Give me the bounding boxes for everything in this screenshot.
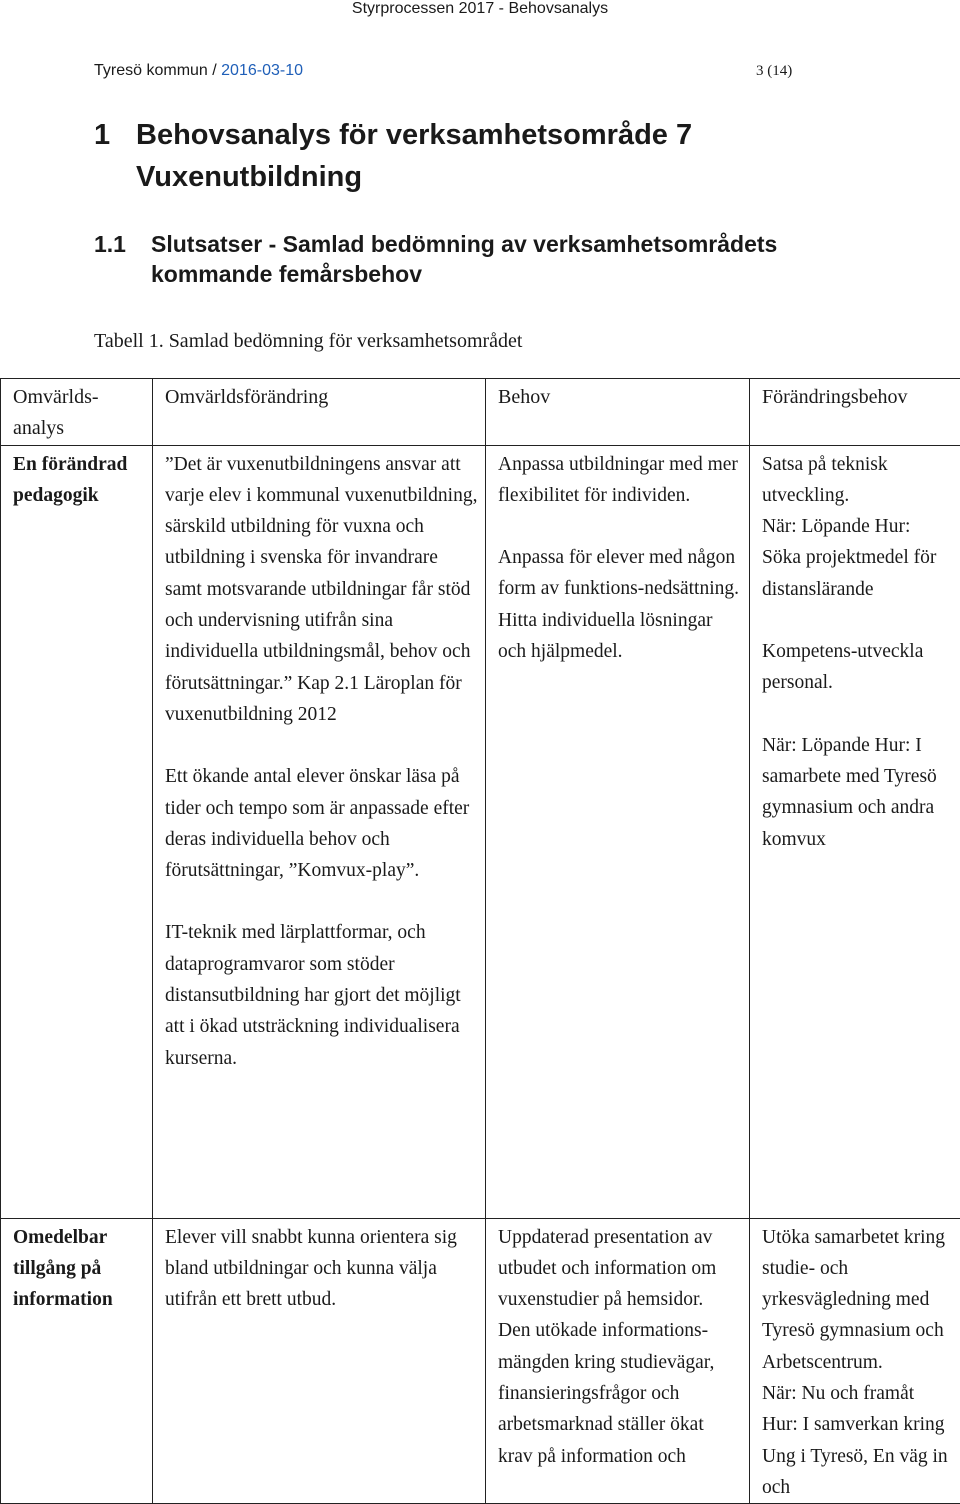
need-cell (486, 1218, 750, 1504)
table-row (1, 1218, 960, 1504)
running-title: Styrprocessen 2017 - Behovsanalys (0, 0, 960, 18)
need-paragraph: Anpassa utbildningar med mer flexibilitet för individen. (498, 449, 743, 512)
need-cell (486, 445, 750, 1218)
document-date: 2016-03-10 (221, 62, 303, 79)
change-cell (153, 1218, 486, 1504)
change-need-paragraph: Kompetens-utveckla personal. (762, 636, 954, 699)
heading-2-number: 1.1 (94, 229, 126, 259)
organization-name: Tyresö kommun (94, 62, 208, 79)
header-forandringsbehov: Förändringsbehov (750, 379, 960, 446)
header-omvarldsanalys: Omvärlds-analys (1, 379, 153, 446)
change-need-paragraph: När: Löpande Hur: Söka projektmedel för distanslärande (762, 511, 954, 605)
header-omvarldsforandring: Omvärldsförändring (153, 379, 486, 446)
table-header-row (1, 379, 960, 446)
change-need-cell (750, 1218, 960, 1504)
assessment-table (0, 378, 960, 1504)
change-paragraph: Ett ökande antal elever önskar läsa på tider och tempo som är anpassade efter deras individuella behov och förutsättningar, ”Komvux-play”. (165, 761, 479, 886)
table-caption: Tabell 1. Samlad bedömning för verksamhetsområdet (94, 330, 523, 353)
need-paragraph: Anpassa för elever med någon form av funktions-nedsättning. Hitta individuella lösningar och hjälpmedel. (498, 542, 743, 667)
header-behov: Behov (486, 379, 750, 446)
document-header (94, 62, 303, 80)
heading-1 (136, 114, 692, 198)
page-number: 3 (14) (756, 63, 792, 80)
header-separator: / (208, 62, 221, 79)
heading-1-line-1: Behovsanalys för verksamhetsområde 7 (136, 114, 692, 156)
change-need-paragraph: Satsa på teknisk utveckling. (762, 449, 954, 512)
change-cell (153, 445, 486, 1218)
change-paragraph: Elever vill snabbt kunna orientera sig bland utbildningar och kunna välja utifrån ett brett utbud. (165, 1222, 479, 1316)
row-label: En förändrad pedagogik (1, 445, 153, 1218)
change-need-cell (750, 445, 960, 1218)
change-paragraph: IT-teknik med lärplattformar, och dataprogramvaror som stöder distansutbildning har gjort det möjligt att i ökad utsträckning individualisera kurserna. (165, 917, 479, 1073)
heading-2 (151, 229, 777, 289)
heading-1-number: 1 (94, 114, 110, 156)
need-paragraph: Uppdaterad presentation av utbudet och information om vuxenstudier på hemsidor. (498, 1222, 743, 1316)
change-need-paragraph: Utöka samarbetet kring studie- och yrkesvägledning med Tyresö gymnasium och Arbetscentrum. (762, 1222, 954, 1378)
table-row (1, 445, 960, 1218)
row-label: Omedelbar tillgång på information (1, 1218, 153, 1504)
change-need-paragraph: När: Nu och framåt Hur: I samverkan kring Ung i Tyresö, En väg in och (762, 1378, 954, 1503)
heading-1-line-2: Vuxenutbildning (136, 156, 692, 198)
heading-2-line-2: kommande femårsbehov (151, 259, 777, 289)
heading-2-line-1: Slutsatser - Samlad bedömning av verksamhetsområdets (151, 229, 777, 259)
need-paragraph: Den utökade informations-mängden kring studievägar, finansieringsfrågor och arbetsmarknad ställer ökat krav på information och (498, 1315, 743, 1471)
change-need-paragraph: När: Löpande Hur: I samarbete med Tyresö gymnasium och andra komvux (762, 730, 954, 855)
change-paragraph: ”Det är vuxenutbildningens ansvar att varje elev i kommunal vuxenutbildning, särskild utbildning för vuxna och utbildning i svenska för invandrare samt motsvarande utbildningar får stöd och undervisning utifrån sina individuella utbildningsmål, behov och förutsättningar.” Kap 2.1 Läroplan för vuxenutbildning 2012 (165, 449, 479, 731)
